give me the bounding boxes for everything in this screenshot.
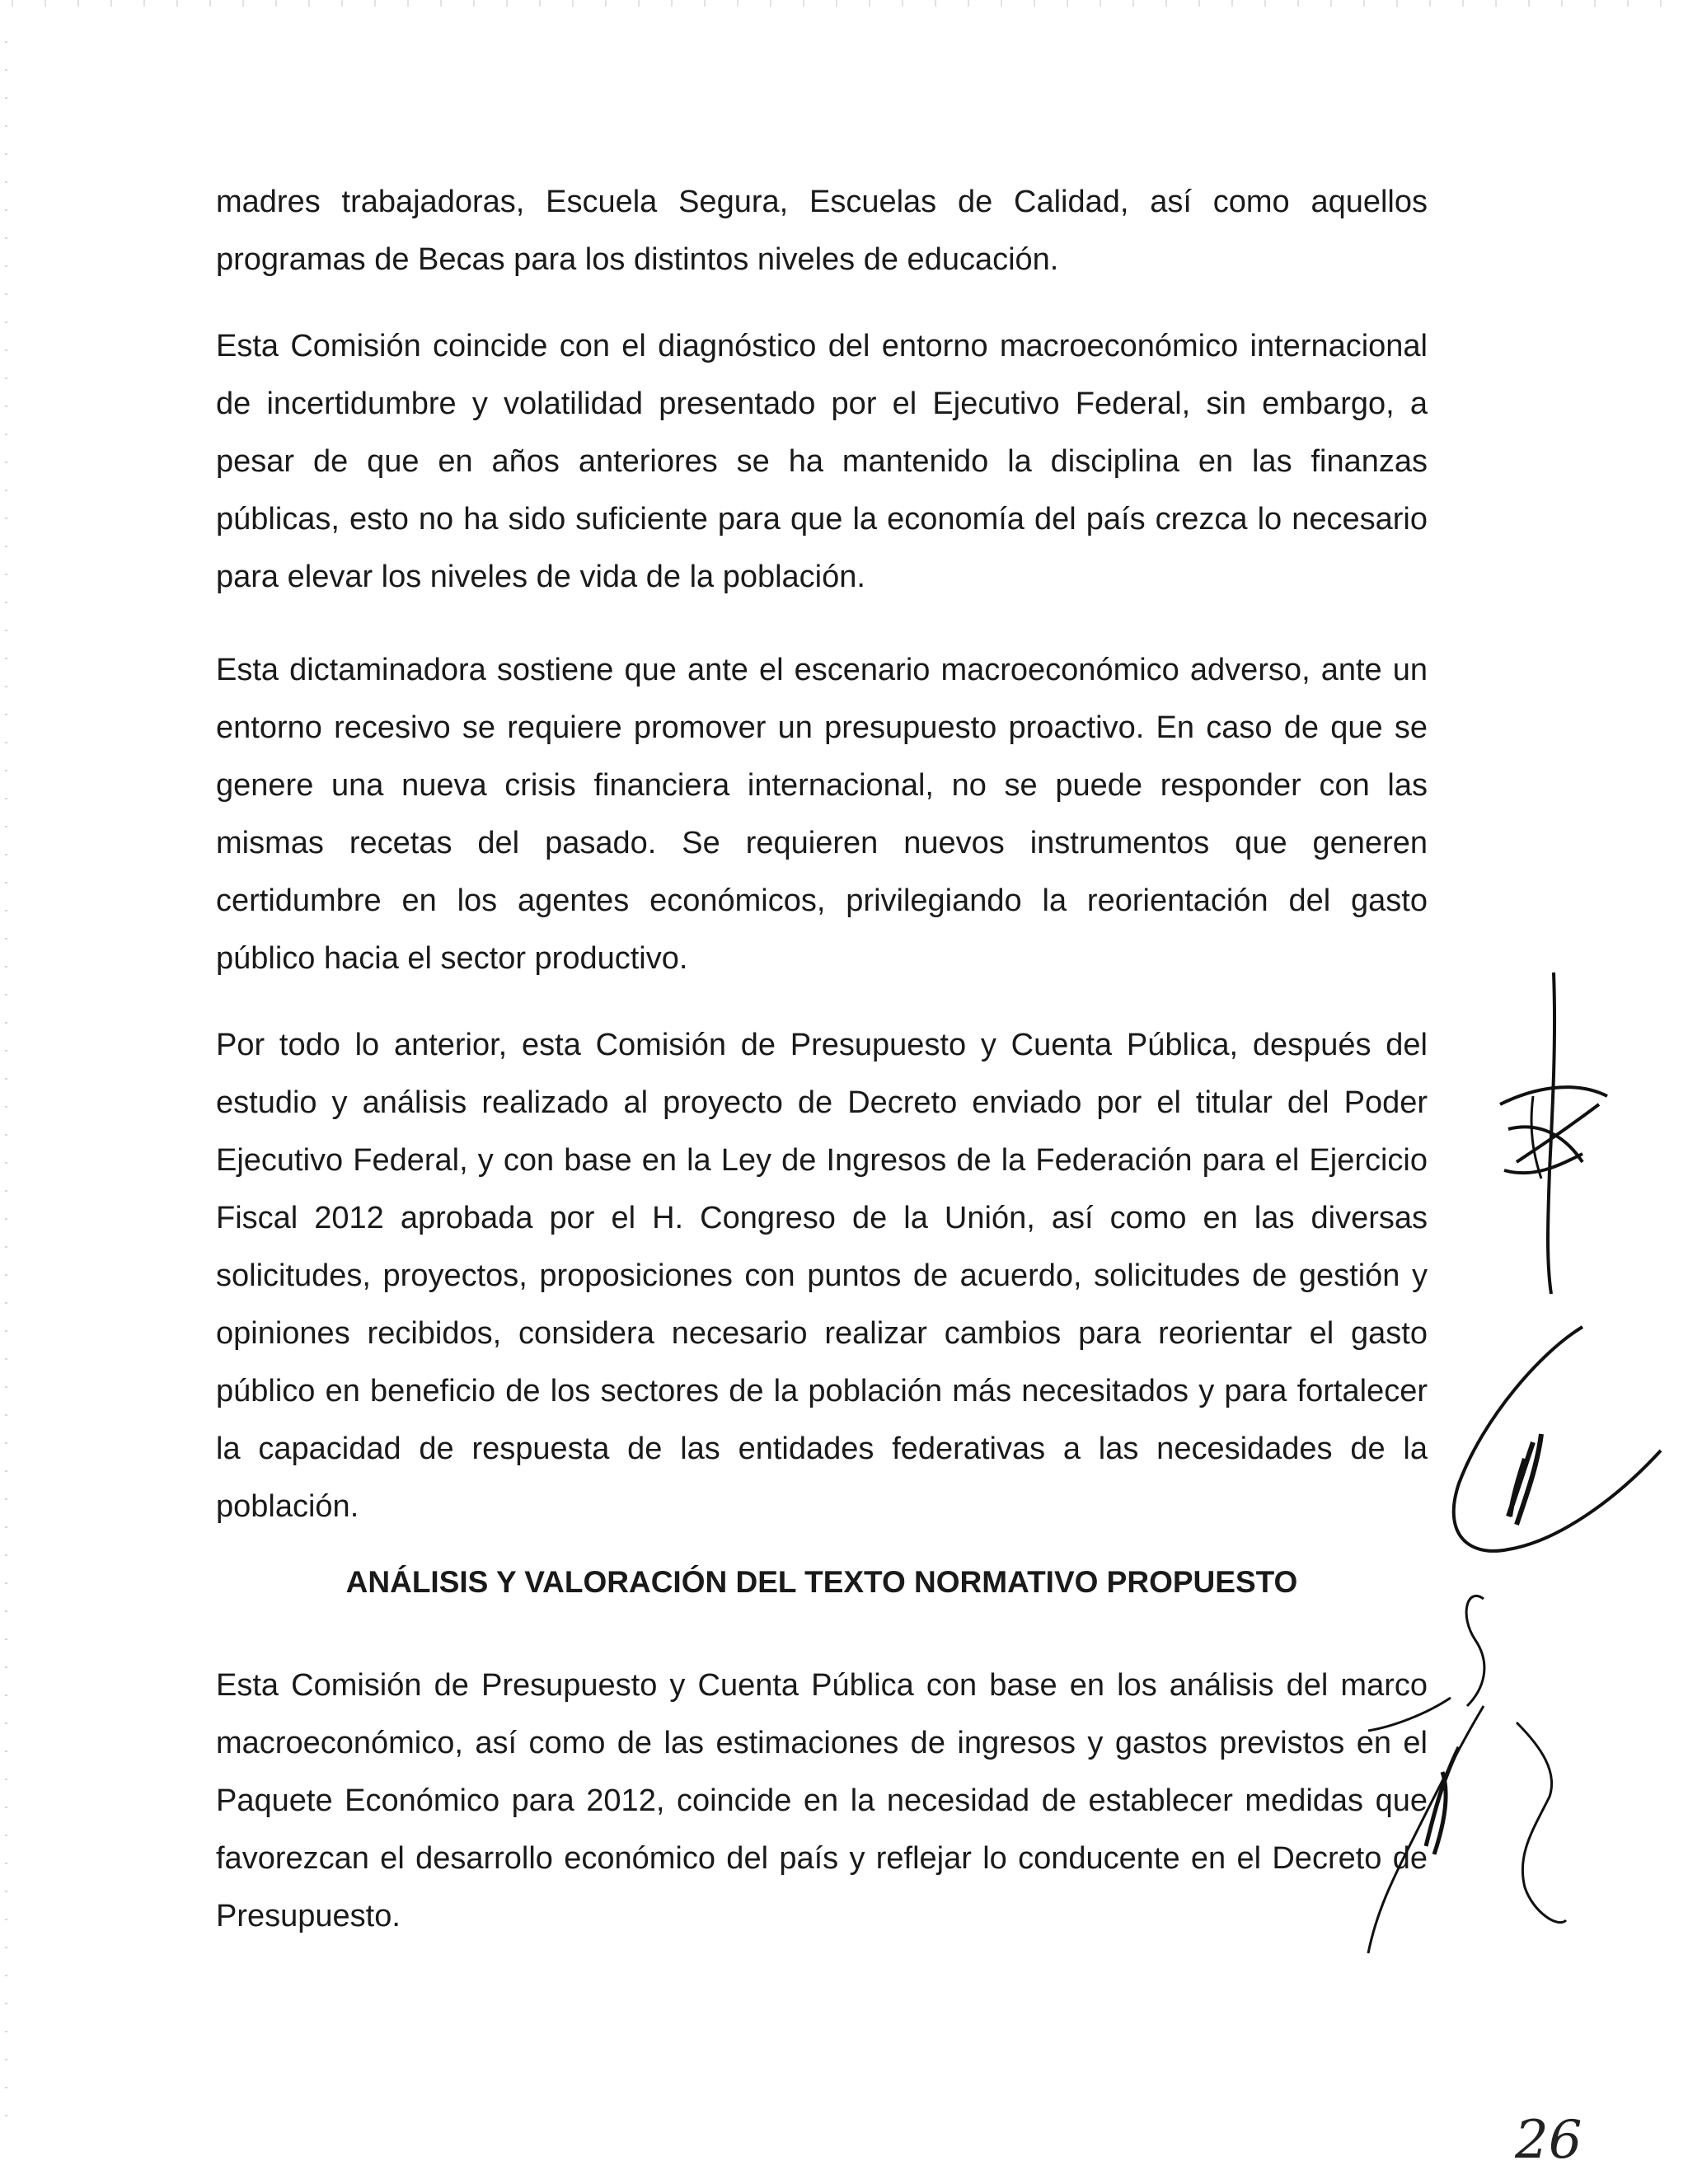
paragraph-2: Esta Comisión coincide con el diagnóstico del entorno macroeconómico internacional de incertidumbre y volatilidad presentado por el Ejecutivo Federal, sin embargo, a pesar de que en años anteriores se ha mantenido la disciplina en las finanzas públicas, esto no ha sido suficiente para que la economía del país crezca lo necesario para elevar los niveles de vida de la población. [216,329,1428,594]
paragraph-3: Esta dictaminadora sostiene que ante el escenario macroeconómico adverso, ante un entorno recesivo se requiere promover un presupuesto proactivo. En caso de que se genere una nueva crisis financiera internacional, no se puede responder con las mismas recetas del pasado. Se requieren nuevos instrumentos que generen certidumbre en los agentes económicos, privilegiando la reorientación del gasto público hacia el sector productivo. [216,653,1428,976]
paragraph-4: Por todo lo anterior, esta Comisión de Presupuesto y Cuenta Pública, después del estudio y análisis realizado al proyecto de Decreto enviado por el titular del Poder Ejecutivo Federal, y con base en la Ley de Ingresos de la Federación para el Ejercicio Fiscal 2012 aprobada por el H. Congreso de la Unión, así como en las diversas solicitudes, proyectos, proposiciones con puntos de acuerdo, solicitudes de gestión y opiniones recibidos, considera necesario realizar cambios para reorientar el gasto público en beneficio de los sectores de la población más necesitados y para fortalecer la capacidad de respuesta de las entidades federativas a las necesidades de la población. [216,1028,1428,1524]
paragraph-1: madres trabajadoras, Escuela Segura, Escuelas de Calidad, así como aquellos programas de Becas para los distintos niveles de educación. [216,185,1428,277]
paragraph-5: Esta Comisión de Presupuesto y Cuenta Pública con base en los análisis del marco macroeconómico, así como de las estimaciones de ingresos y gastos previstos en el Paquete Económico para 2012, coincide en la necesidad de establecer medidas que favorezcan el desarrollo económico del país y reflejar lo conducente en el Decreto de Presupuesto. [216,1668,1428,1933]
section-heading: ANÁLISIS Y VALORACIÓN DEL TEXTO NORMATIVO PROPUESTO [345,1565,1298,1599]
signature-mark-3 [1319,1582,1582,1978]
signature-mark-2 [1434,1319,1665,1566]
signature-mark-1 [1484,972,1615,1302]
scan-edge-left [5,33,7,2143]
scan-edge-top [0,0,1688,7]
page-number: 26 [1515,2110,1582,2171]
